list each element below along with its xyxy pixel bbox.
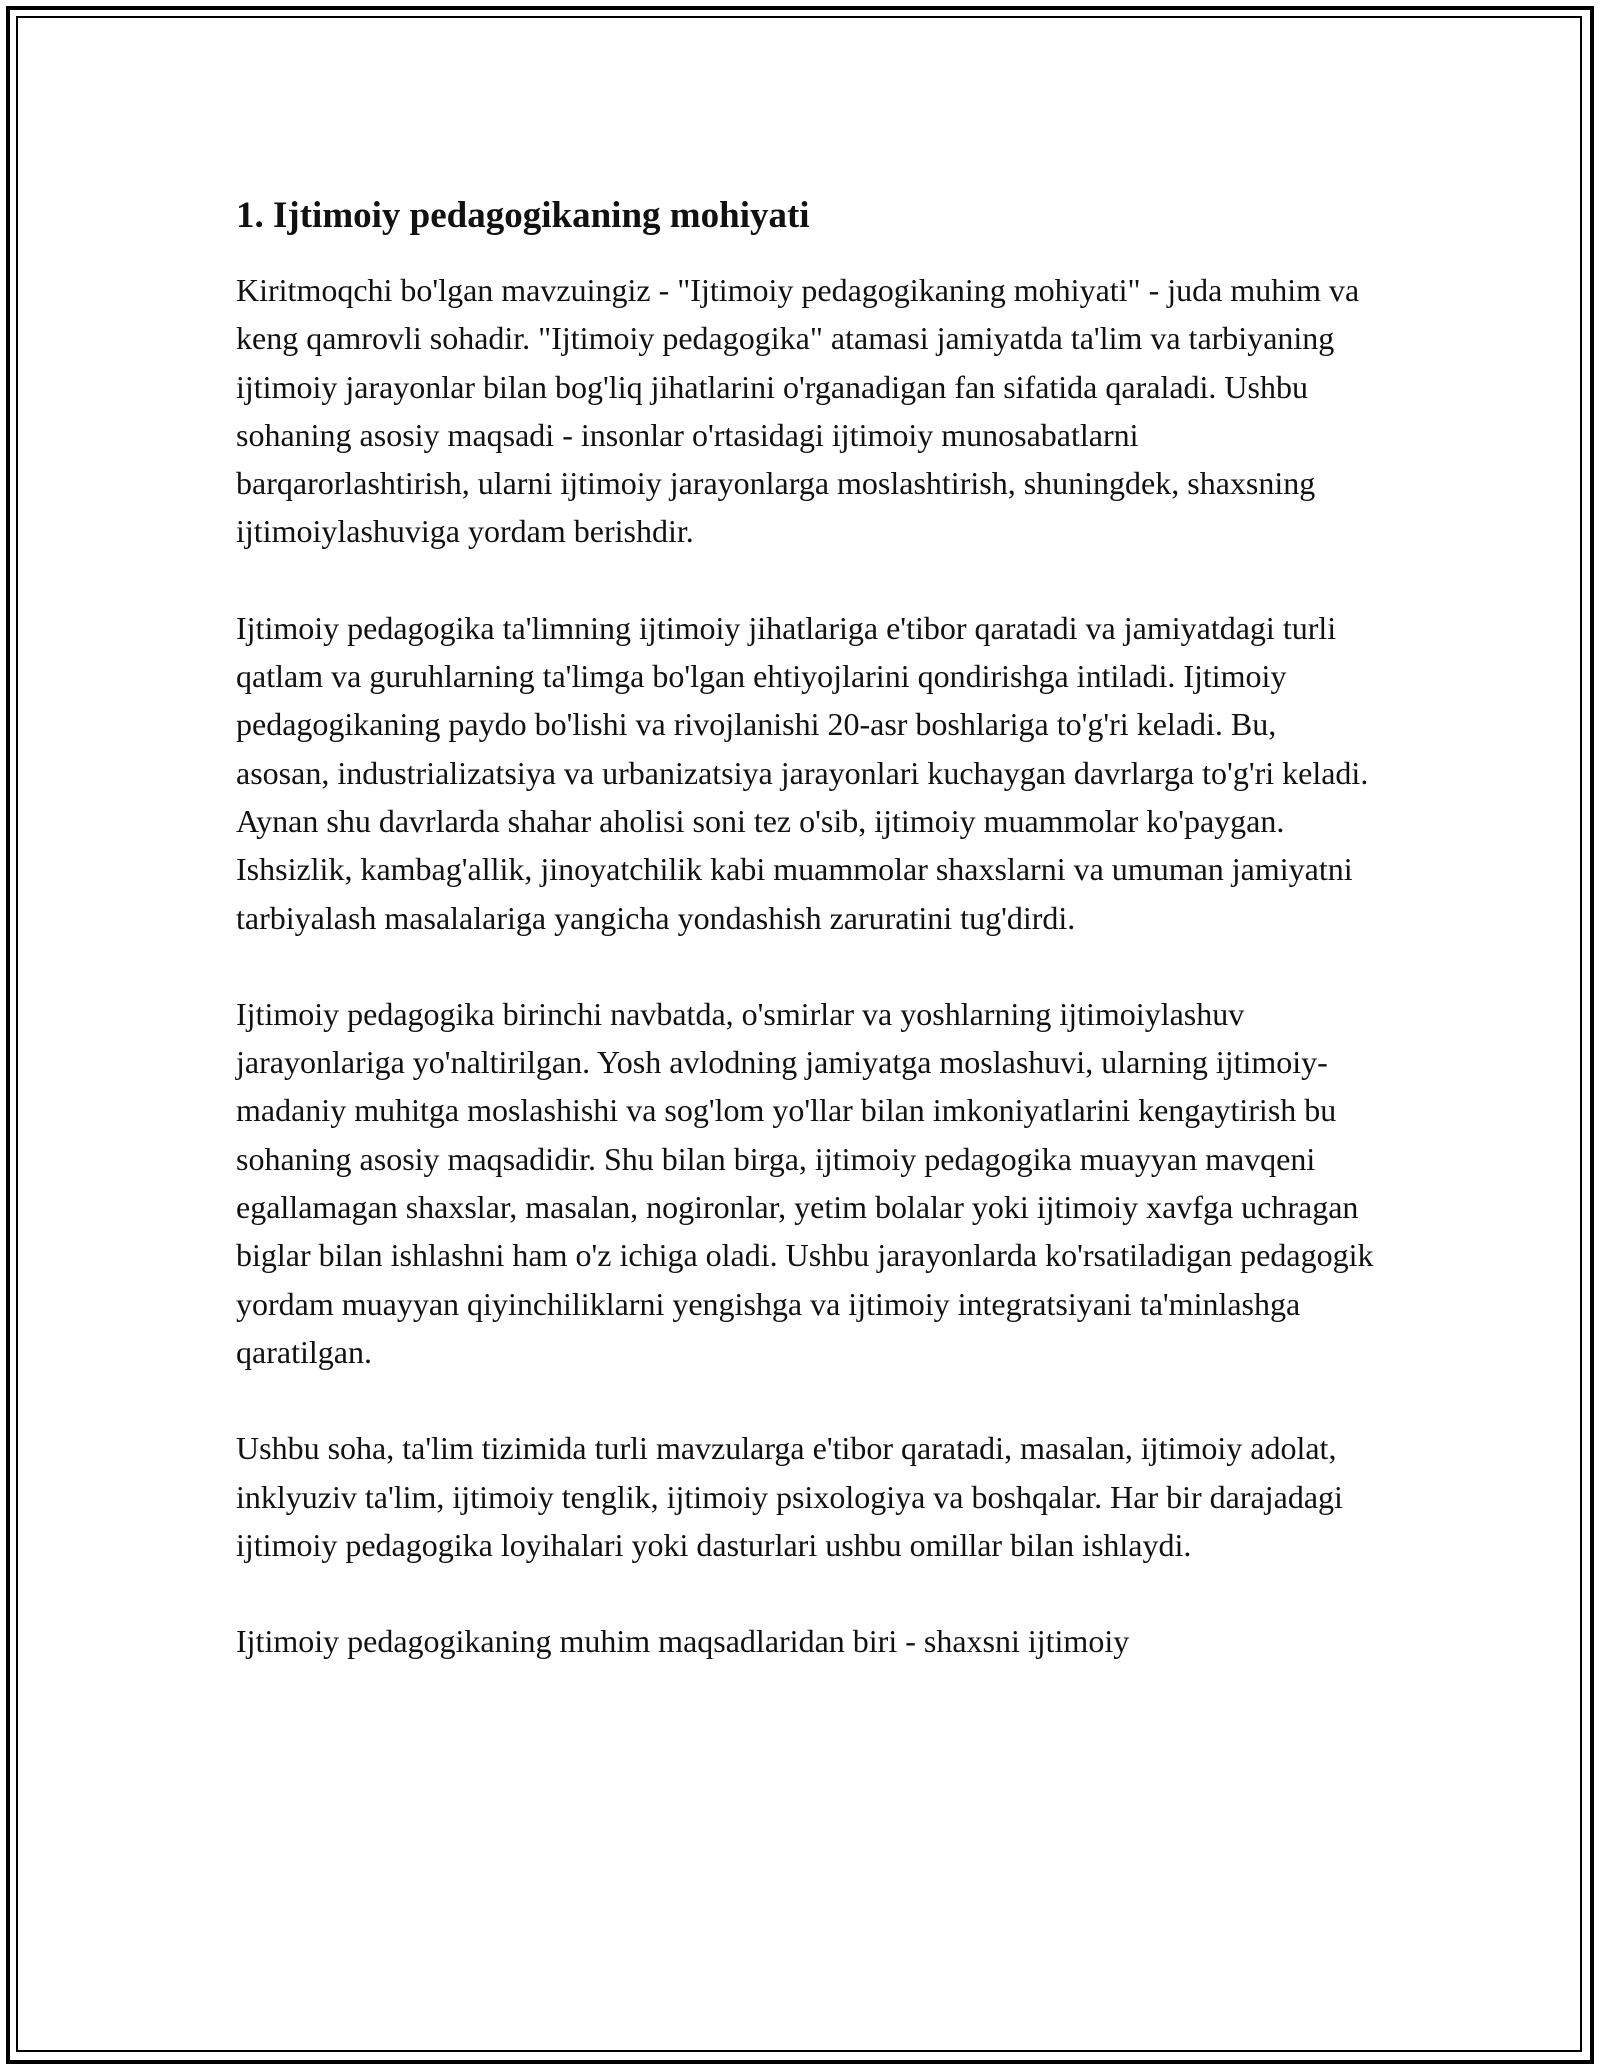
paragraph-2: Ijtimoiy pedagogika ta'limning ijtimoiy jihatlariga e'tibor qaratadi va jamiyatdagi turli qatlam va guruhlarning ta'limga bo'lgan ehtiyojlarini qondirishga intiladi. Ijtimoiy pedagogikaning paydo bo'lishi va rivojlanishi 20-asr boshlariga to'g'ri keladi. Bu, asosan, industrializatsiya va urbanizatsiya jarayonlari kuchaygan davrlarga to'g'ri keladi. Aynan shu davrlarda shahar aholisi soni tez o'sib, ijtimoiy muammolar ko'paygan. Ishsizlik, kambag'allik, jinoyatchilik kabi muammolar shaxslarni va umuman jamiyatni tarbiyalash masalalariga yangicha yondashish zaruratini tug'dirdi. (236, 609, 1369, 936)
paragraph-3: Ijtimoiy pedagogika birinchi navbatda, o'smirlar va yoshlarning ijtimoiylashuv jarayonlariga yo'naltirilgan. Yosh avlodning jamiyatga moslashuvi, ularning ijtimoiy-madaniy muhitga moslashishi va sog'lom yo'llar bilan imkoniyatlarini kengaytirish bu sohaning asosiy maqsadidir. Shu bilan birga, ijtimoiy pedagogika muayyan mavqeni egallamagan shaxslar, masalan, nogironlar, yetim bolalar yoki ijtimoiy xavfga uchragan biglar bilan ishlashni ham o'z ichiga oladi. Ushbu jarayonlarda ko'rsatiladigan pedagogik yordam muayyan qiyinchiliklarni yengishga va ijtimoiy integratsiyani ta'minlashga qaratilgan. (236, 995, 1374, 1370)
document-body (236, 188, 1376, 1713)
paragraph-4: Ushbu soha, ta'lim tizimida turli mavzularga e'tibor qaratadi, masalan, ijtimoiy adolat, inklyuziv ta'lim, ijtimoiy tenglik, ijtimoiy psixologiya va boshqalar. Har bir darajadagi ijtimoiy pedagogika loyihalari yoki dasturlari ushbu omillar bilan ishlaydi. (236, 1430, 1343, 1563)
section-title: 1. Ijtimoiy pedagogikaning mohiyati (236, 195, 810, 236)
paragraph-5: Ijtimoiy pedagogikaning muhim maqsadlaridan biri - shaxsni ijtimoiy (236, 1623, 1130, 1660)
paragraph-1: Kiritmoqchi bo'lgan mavzuingiz - "Ijtimoiy pedagogikaning mohiyati" - juda muhim va keng qamrovli sohadir. "Ijtimoiy pedagogika" atamasi jamiyatda ta'lim va tarbiyaning ijtimoiy jarayonlar bilan bog'liq jihatlarini o'rganadigan fan sifatida qaraladi. Ushbu sohaning asosiy maqsadi - insonlar o'rtasidagi ijtimoiy munosabatlarni barqarorlashtirish, ularni ijtimoiy jarayonlarga moslashtirish, shuningdek, shaxsning ijtimoiylashuviga yordam berishdir. (236, 272, 1360, 550)
